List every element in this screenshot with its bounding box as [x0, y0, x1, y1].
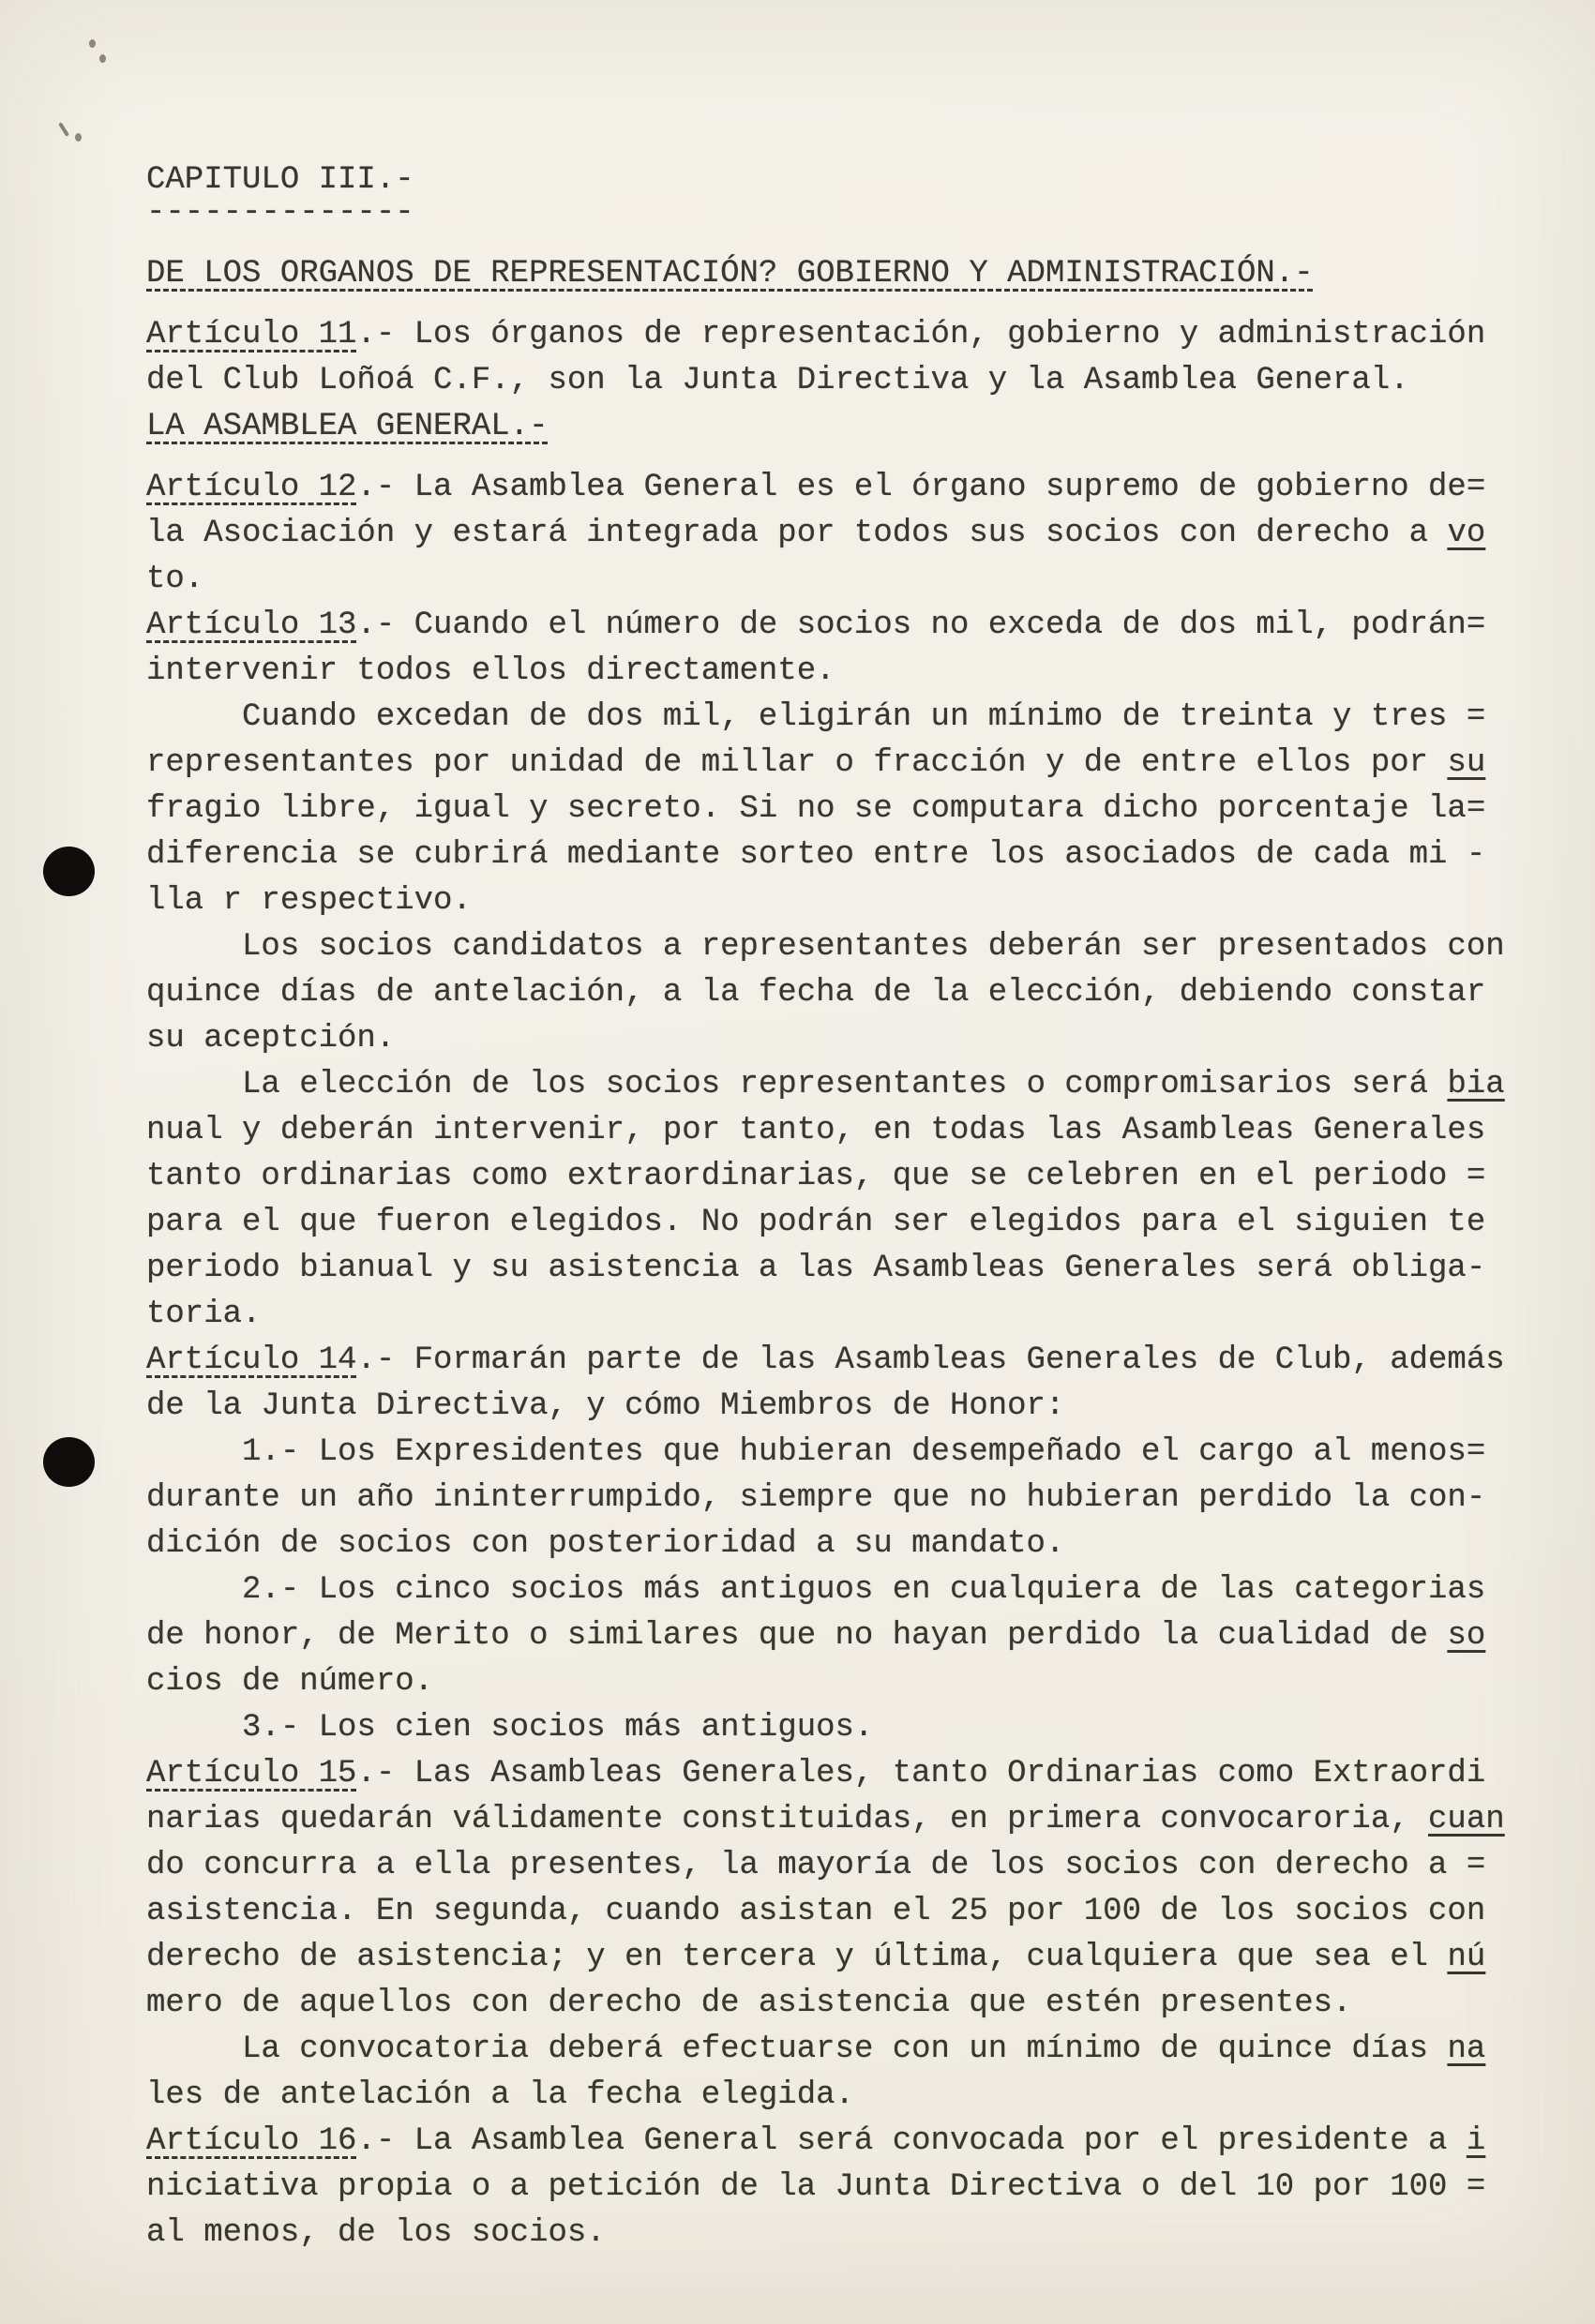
text-segment: bia	[1447, 1067, 1505, 1102]
text-line	[146, 1430, 1543, 1476]
text-segment: .- La Asamblea General es el órgano supremo de gobierno de=	[356, 470, 1486, 505]
text-line	[146, 1108, 1543, 1154]
text-line	[146, 2073, 1543, 2119]
text-segment: so	[1447, 1618, 1486, 1654]
text-segment: to.	[146, 562, 204, 597]
text-segment: diferencia se cubrirá mediante sorteo entre los asociados de cada mi -	[146, 837, 1486, 873]
text-segment: niciativa propia o a petición de la Junta Directiva o del 10 por 100 =	[146, 2169, 1486, 2205]
text-line	[146, 1613, 1543, 1659]
text-segment: toria.	[146, 1297, 262, 1332]
text-line	[146, 2211, 1543, 2257]
text-segment: .- Las Asambleas Generales, tanto Ordinarias como Extraordi	[356, 1756, 1486, 1792]
pencil-mark	[99, 54, 106, 63]
text-line	[146, 970, 1543, 1016]
underlined-heading-text: Artículo 12	[146, 470, 357, 505]
text-line	[146, 832, 1543, 878]
text-line	[146, 1751, 1543, 1797]
text-line	[146, 1384, 1543, 1430]
text-line	[146, 1338, 1543, 1384]
underlined-heading-text: Artículo 16	[146, 2123, 357, 2159]
punch-hole	[43, 847, 95, 896]
pencil-mark	[58, 122, 69, 137]
text-segment: na	[1447, 2032, 1486, 2067]
underlined-heading-text: DE LOS ORGANOS DE REPRESENTACIÓN? GOBIERNO Y ADMINISTRACIÓN.-	[146, 256, 1314, 292]
text-segment: asistencia. En segunda, cuando asistan el 25 por 100 de los socios con	[146, 1894, 1486, 1929]
text-segment: do concurra a ella presentes, la mayoría de los socios con derecho a =	[146, 1848, 1486, 1883]
text-segment: .- Formarán parte de las Asambleas Generales de Club, además	[356, 1342, 1505, 1378]
text-line	[146, 741, 1543, 787]
text-line	[146, 1705, 1543, 1751]
text-segment: quince días de antelación, a la fecha de la elección, debiendo constar	[146, 975, 1486, 1011]
text-segment: La convocatoria deberá efectuarse con un mínimo de quince días	[146, 2032, 1448, 2067]
text-segment: intervenir todos ellos directamente.	[146, 653, 835, 689]
text-segment: Los socios candidatos a representantes deberán ser presentados con	[146, 929, 1505, 965]
text-segment: .- La Asamblea General será convocada por el presidente a	[356, 2123, 1467, 2159]
text-line	[146, 1843, 1543, 1889]
underlined-heading-text: Artículo 15	[146, 1756, 357, 1792]
text-line	[146, 695, 1543, 741]
text-segment: periodo bianual y su asistencia a las Asambleas Generales será obliga-	[146, 1251, 1486, 1286]
text-segment: Cuando excedan de dos mil, eligirán un mínimo de treinta y tres =	[146, 699, 1486, 735]
text-segment: CAPITULO III.-	[146, 162, 414, 198]
text-line	[146, 878, 1543, 924]
text-segment: --------------	[146, 195, 414, 231]
text-segment: fragio libre, igual y secreto. Si no se computara dicho porcentaje la=	[146, 791, 1486, 827]
text-segment: narias quedarán válidamente constituidas, en primera convocaroria,	[146, 1802, 1429, 1837]
pencil-mark	[89, 39, 96, 48]
text-line	[146, 787, 1543, 832]
text-line	[146, 2119, 1543, 2165]
text-line	[146, 1981, 1543, 2027]
text-segment: vo	[1447, 516, 1486, 551]
pencil-mark	[75, 133, 82, 142]
text-line	[146, 603, 1543, 649]
text-line	[146, 1797, 1543, 1843]
text-segment: de honor, de Merito o similares que no hayan perdido la cualidad de	[146, 1618, 1448, 1654]
text-segment: su	[1447, 745, 1486, 781]
text-line	[146, 511, 1543, 557]
text-line	[146, 190, 1543, 236]
text-segment: al menos, de los socios.	[146, 2215, 606, 2251]
underlined-heading-text: Artículo 14	[146, 1342, 357, 1378]
text-line	[146, 1522, 1543, 1567]
underlined-heading-text: LA ASAMBLEA GENERAL.-	[146, 409, 549, 444]
text-segment: .- Los órganos de representación, gobierno y administración	[356, 317, 1486, 352]
text-segment: la Asociación y estará integrada por todos sus socios con derecho a	[146, 516, 1448, 551]
text-segment: i	[1466, 2123, 1486, 2159]
text-line	[146, 1200, 1543, 1246]
underlined-heading-text: Artículo 13	[146, 607, 357, 643]
text-line	[146, 251, 1543, 297]
text-line	[146, 1292, 1543, 1338]
text-line	[146, 404, 1543, 450]
text-segment: representantes por unidad de millar o fracción y de entre ellos por	[146, 745, 1448, 781]
document-body	[146, 157, 1543, 2257]
text-line	[146, 1154, 1543, 1200]
text-segment: La elección de los socios representantes o compromisarios será	[146, 1067, 1448, 1102]
text-segment: les de antelación a la fecha elegida.	[146, 2077, 854, 2113]
text-segment: para el que fueron elegidos. No podrán ser elegidos para el siguien te	[146, 1205, 1486, 1240]
text-line	[146, 1659, 1543, 1705]
underlined-heading-text: Artículo 11	[146, 317, 357, 352]
text-segment: derecho de asistencia; y en tercera y última, cualquiera que sea el	[146, 1940, 1448, 1975]
text-segment: mero de aquellos con derecho de asistencia que estén presentes.	[146, 1986, 1352, 2021]
text-segment: del Club Loñoá C.F., son la Junta Directiva y la Asamblea General.	[146, 363, 1409, 398]
text-line	[146, 1062, 1543, 1108]
text-line	[146, 649, 1543, 695]
text-segment: 2.- Los cinco socios más antiguos en cualquiera de las categorias	[146, 1572, 1486, 1608]
text-segment: cuan	[1428, 1802, 1505, 1837]
text-line	[146, 2165, 1543, 2211]
punch-hole	[43, 1437, 95, 1487]
text-segment: dición de socios con posterioridad a su mandato.	[146, 1526, 1065, 1562]
text-line	[146, 1567, 1543, 1613]
text-line	[146, 1476, 1543, 1522]
text-segment: nual y deberán intervenir, por tanto, en todas las Asambleas Generales	[146, 1113, 1486, 1148]
text-line	[146, 557, 1543, 603]
text-line	[146, 465, 1543, 511]
text-line	[146, 1889, 1543, 1935]
text-segment: lla r respectivo.	[146, 883, 472, 919]
text-line	[146, 1016, 1543, 1062]
text-segment: tanto ordinarias como extraordinarias, que se celebren en el periodo =	[146, 1159, 1486, 1194]
text-segment: 3.- Los cien socios más antiguos.	[146, 1710, 874, 1746]
text-line	[146, 312, 1543, 358]
text-segment: nú	[1447, 1940, 1486, 1975]
text-segment: .- Cuando el número de socios no exceda de dos mil, podrán=	[356, 607, 1486, 643]
text-segment: su aceptción.	[146, 1021, 396, 1057]
text-line	[146, 2027, 1543, 2073]
text-line	[146, 1935, 1543, 1981]
text-line	[146, 1246, 1543, 1292]
text-line	[146, 924, 1543, 970]
text-segment: 1.- Los Expresidentes que hubieran desempeñado el cargo al menos=	[146, 1434, 1486, 1470]
text-segment: durante un año ininterrumpido, siempre que no hubieran perdido la con-	[146, 1480, 1486, 1516]
text-segment: de la Junta Directiva, y cómo Miembros de Honor:	[146, 1388, 1065, 1424]
text-line	[146, 358, 1543, 404]
text-segment: cios de número.	[146, 1664, 434, 1700]
